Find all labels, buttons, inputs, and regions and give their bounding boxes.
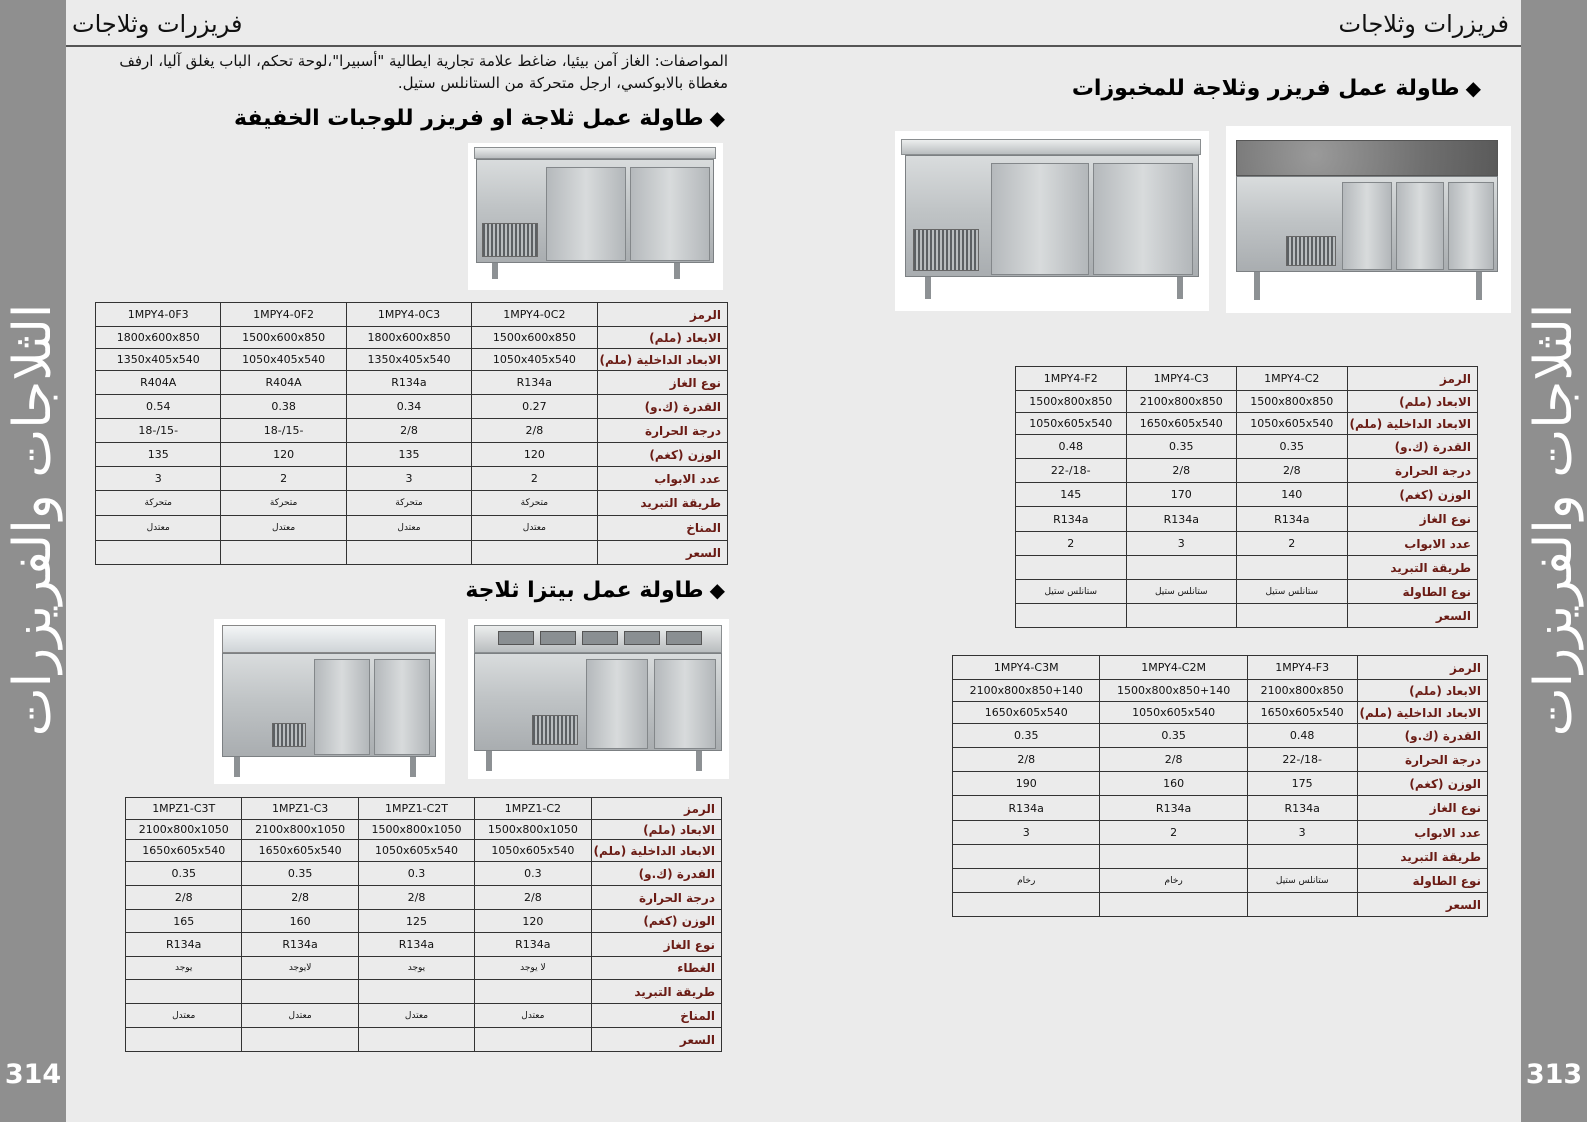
table-row [126, 980, 722, 1004]
table-cell: 1500x800x850 [1016, 391, 1127, 413]
row-label: الابعاد الداخلية (ملم) [597, 349, 727, 371]
diamond-bullet-icon: ◆ [709, 578, 725, 602]
table-cell: 2 [1100, 821, 1247, 845]
spec-table-pizza [125, 797, 722, 1052]
row-label: الابعاد الداخلية (ملم) [591, 840, 721, 862]
table-cell: معتدل [475, 1004, 591, 1028]
table-cell: 3 [96, 467, 221, 491]
table-cell: -18/-22 [1247, 748, 1357, 772]
table-cell: 2/8 [1237, 459, 1348, 483]
table-cell: 190 [953, 772, 1100, 796]
table-row [1016, 604, 1478, 628]
row-label: المناخ [591, 1004, 721, 1028]
table-cell: معتدل [126, 1004, 242, 1028]
table-cell: R134a [953, 796, 1100, 821]
row-label: المناخ [597, 516, 727, 541]
page-number-left: 314 [4, 1059, 62, 1090]
table-cell: 1MPY4-0C2 [472, 303, 597, 327]
row-label: الابعاد (ملم) [591, 820, 721, 840]
table-cell: 0.3 [475, 862, 591, 886]
table-row [96, 541, 728, 565]
table-cell: 175 [1247, 772, 1357, 796]
table-cell: 3 [1126, 532, 1237, 556]
table-cell: 1500x800x1050 [475, 820, 591, 840]
table-cell [1237, 604, 1348, 628]
table-cell [221, 541, 346, 565]
row-label: طريقة التبريد [1357, 845, 1487, 869]
row-label: طريقة التبريد [1347, 556, 1477, 580]
product-image-snack-counter [468, 143, 723, 290]
row-label: درجة الحرارة [1347, 459, 1477, 483]
table-cell [346, 541, 471, 565]
row-label: القدرة (ك.و) [597, 395, 727, 419]
table-cell [1100, 893, 1247, 917]
table-cell: 2/8 [1126, 459, 1237, 483]
product-image-bakery-stainless [895, 131, 1209, 311]
table-cell: 2/8 [1100, 748, 1247, 772]
table-cell: R134a [126, 933, 242, 957]
table-row [96, 395, 728, 419]
table-cell: 1050x605x540 [475, 840, 591, 862]
table-cell [126, 980, 242, 1004]
table-cell: 2100x800x850+140 [953, 680, 1100, 702]
table-cell: لايوجد [242, 957, 358, 980]
row-label: درجة الحرارة [591, 886, 721, 910]
table-cell: ستانلس ستيل [1237, 580, 1348, 604]
row-label: الرمز [591, 798, 721, 820]
table-cell: 1MPZ1-C3 [242, 798, 358, 820]
table-cell: 2100x800x850 [1247, 680, 1357, 702]
table-cell: 1MPY4-C2 [1237, 367, 1348, 391]
table-cell: 1500x600x850 [221, 327, 346, 349]
table-cell: متحركة [96, 491, 221, 516]
table-cell: 2 [221, 467, 346, 491]
table-row [126, 1004, 722, 1028]
table-cell: 0.38 [221, 395, 346, 419]
table-cell: 2/8 [126, 886, 242, 910]
row-label: الغطاء [591, 957, 721, 980]
table-cell: لا يوجد [475, 957, 591, 980]
table-cell: 120 [221, 443, 346, 467]
table-cell: معتدل [472, 516, 597, 541]
table-row [96, 516, 728, 541]
table-cell: R134a [472, 371, 597, 395]
table-cell: 120 [472, 443, 597, 467]
table-cell: 0.35 [1237, 435, 1348, 459]
table-cell: معتدل [221, 516, 346, 541]
table-cell: 135 [346, 443, 471, 467]
spec-table-snack [95, 302, 728, 565]
table-cell: 1500x600x850 [472, 327, 597, 349]
row-label: نوع الغاز [597, 371, 727, 395]
table-row [1016, 483, 1478, 507]
table-cell [472, 541, 597, 565]
table-cell: معتدل [96, 516, 221, 541]
table-cell: 0.35 [1100, 724, 1247, 748]
side-title-right: الثلاجات والفريزرات [1524, 303, 1584, 737]
table-row [953, 656, 1488, 680]
table-cell: 0.35 [126, 862, 242, 886]
table-cell: متحركة [346, 491, 471, 516]
row-label: الرمز [597, 303, 727, 327]
page-number-right: 313 [1525, 1059, 1583, 1090]
table-cell [242, 1028, 358, 1052]
table-cell: 2 [1016, 532, 1127, 556]
spec-table-bakery-1 [1015, 366, 1478, 628]
table-cell: ستانلس ستيل [1016, 580, 1127, 604]
right-side-bar [1521, 0, 1587, 1122]
row-label: طريقة التبريد [591, 980, 721, 1004]
table-cell: 1MPY4-0C3 [346, 303, 471, 327]
table-cell: 2/8 [953, 748, 1100, 772]
table-cell: 135 [96, 443, 221, 467]
table-cell: 1MPY4-0F3 [96, 303, 221, 327]
table-cell [475, 980, 591, 1004]
table-cell: 1650x605x540 [1126, 413, 1237, 435]
table-cell: 1MPZ1-C2T [358, 798, 474, 820]
row-label: الوزن (كغم) [1347, 483, 1477, 507]
product-image-pizza-counter [468, 619, 729, 779]
table-row [96, 443, 728, 467]
row-label: عدد الابواب [1357, 821, 1487, 845]
table-cell: 1050x605x540 [1237, 413, 1348, 435]
table-cell [1126, 604, 1237, 628]
table-cell [1247, 893, 1357, 917]
row-label: الرمز [1357, 656, 1487, 680]
table-row [96, 467, 728, 491]
table-cell: R134a [1237, 507, 1348, 532]
table-cell: R134a [1247, 796, 1357, 821]
table-cell: 2100x800x1050 [242, 820, 358, 840]
table-row [1016, 367, 1478, 391]
table-cell: ستانلس ستيل [1126, 580, 1237, 604]
table-cell: 2100x800x1050 [126, 820, 242, 840]
table-row [953, 869, 1488, 893]
table-cell: 1650x605x540 [1247, 702, 1357, 724]
table-cell: 1800x600x850 [346, 327, 471, 349]
row-label: الوزن (كغم) [597, 443, 727, 467]
table-cell: متحركة [472, 491, 597, 516]
table-cell [358, 980, 474, 1004]
table-cell: 0.35 [953, 724, 1100, 748]
table-cell: 1500x800x850+140 [1100, 680, 1247, 702]
table-cell: 0.35 [242, 862, 358, 886]
table-row [953, 772, 1488, 796]
table-cell: 160 [242, 910, 358, 933]
row-label: الوزن (كغم) [591, 910, 721, 933]
table-cell: 3 [953, 821, 1100, 845]
row-label: الابعاد (ملم) [597, 327, 727, 349]
table-cell: 3 [1247, 821, 1357, 845]
table-cell: 2/8 [358, 886, 474, 910]
table-row [1016, 556, 1478, 580]
table-cell [1237, 556, 1348, 580]
row-label: القدرة (ك.و) [591, 862, 721, 886]
table-row [1016, 459, 1478, 483]
table-cell: معتدل [358, 1004, 474, 1028]
table-cell: R134a [1016, 507, 1127, 532]
table-row [96, 327, 728, 349]
table-cell [475, 1028, 591, 1052]
table-cell: -18/-22 [1016, 459, 1127, 483]
table-cell: 1500x800x850 [1237, 391, 1348, 413]
product-image-bakery-granite [1226, 126, 1511, 313]
diamond-bullet-icon: ◆ [1465, 76, 1481, 100]
table-cell: 2/8 [475, 886, 591, 910]
table-row [1016, 391, 1478, 413]
table-cell: R134a [1126, 507, 1237, 532]
table-cell: R134a [346, 371, 471, 395]
table-cell: 1500x800x1050 [358, 820, 474, 840]
table-cell: 1050x605x540 [1100, 702, 1247, 724]
row-label: الابعاد الداخلية (ملم) [1357, 702, 1487, 724]
section-title-pizza: ◆طاولة عمل بيتزا ثلاجة [465, 578, 725, 603]
table-cell: 170 [1126, 483, 1237, 507]
table-cell: 1MPZ1-C3T [126, 798, 242, 820]
table-cell: R404A [221, 371, 346, 395]
table-cell: معتدل [242, 1004, 358, 1028]
left-side-bar [0, 0, 66, 1122]
table-cell: 1MPY4-0F2 [221, 303, 346, 327]
table-cell: R134a [475, 933, 591, 957]
table-cell: 1MPZ1-C2 [475, 798, 591, 820]
row-label: نوع الغاز [591, 933, 721, 957]
row-label: الابعاد (ملم) [1347, 391, 1477, 413]
table-row [96, 349, 728, 371]
table-cell: 140 [1237, 483, 1348, 507]
table-row [126, 1028, 722, 1052]
table-cell: 0.3 [358, 862, 474, 886]
table-cell [953, 845, 1100, 869]
table-cell: R134a [1100, 796, 1247, 821]
table-row [953, 724, 1488, 748]
table-row [953, 821, 1488, 845]
table-cell: 0.27 [472, 395, 597, 419]
table-cell: 160 [1100, 772, 1247, 796]
table-cell: 2/8 [346, 419, 471, 443]
row-label: طريقة التبريد [597, 491, 727, 516]
table-cell: ستانلس ستيل [1247, 869, 1357, 893]
table-cell: 2/8 [472, 419, 597, 443]
row-label: السعر [1357, 893, 1487, 917]
table-cell: 165 [126, 910, 242, 933]
table-cell: 2100x800x850 [1126, 391, 1237, 413]
row-label: نوع الغاز [1357, 796, 1487, 821]
table-cell: 145 [1016, 483, 1127, 507]
table-cell: 1050x405x540 [221, 349, 346, 371]
table-cell: 1050x605x540 [358, 840, 474, 862]
table-cell: -15/-18 [96, 419, 221, 443]
table-cell [1016, 604, 1127, 628]
row-label: الرمز [1347, 367, 1477, 391]
table-cell [953, 893, 1100, 917]
row-label: الوزن (كغم) [1357, 772, 1487, 796]
table-cell [358, 1028, 474, 1052]
table-cell [242, 980, 358, 1004]
row-label: درجة الحرارة [1357, 748, 1487, 772]
table-cell: 0.48 [1016, 435, 1127, 459]
section-title-snack: ◆طاولة عمل ثلاجة او فريزر للوجبات الخفيفة [234, 106, 725, 131]
row-label: الابعاد الداخلية (ملم) [1347, 413, 1477, 435]
row-label: القدرة (ك.و) [1357, 724, 1487, 748]
table-row [126, 910, 722, 933]
table-cell [1247, 845, 1357, 869]
table-cell: 1050x405x540 [472, 349, 597, 371]
row-label: القدرة (ك.و) [1347, 435, 1477, 459]
table-row [96, 371, 728, 395]
table-cell: -15/-18 [221, 419, 346, 443]
table-row [953, 702, 1488, 724]
diamond-bullet-icon: ◆ [709, 106, 725, 130]
table-row [1016, 435, 1478, 459]
table-cell: 1650x605x540 [953, 702, 1100, 724]
table-cell [126, 1028, 242, 1052]
table-cell: متحركة [221, 491, 346, 516]
table-cell: 1MPY4-F2 [1016, 367, 1127, 391]
row-label: عدد الابواب [597, 467, 727, 491]
table-cell: معتدل [346, 516, 471, 541]
row-label: السعر [591, 1028, 721, 1052]
table-row [126, 933, 722, 957]
row-label: نوع الطاولة [1357, 869, 1487, 893]
table-cell [1100, 845, 1247, 869]
table-row [953, 796, 1488, 821]
header-title-right: فريزرات وثلاجات [1338, 10, 1509, 38]
table-row [953, 680, 1488, 702]
table-cell [96, 541, 221, 565]
table-cell: 3 [346, 467, 471, 491]
table-row [126, 798, 722, 820]
table-row [126, 862, 722, 886]
table-row [1016, 413, 1478, 435]
table-row [96, 303, 728, 327]
side-title-left: الثلاجات والفريزرات [3, 303, 63, 737]
table-cell: 120 [475, 910, 591, 933]
table-cell: رخام [953, 869, 1100, 893]
spec-text: المواصفات: الغاز آمن بيئيا، ضاغط علامة تجارية ايطالية "أسبيرا"،لوحة تحكم، الباب يغلق آليا، ارفف مغطاة بالابوكسي، ارجل متحركة من الستانلس ستيل. [119, 52, 728, 92]
table-cell: 125 [358, 910, 474, 933]
table-row [126, 957, 722, 980]
table-cell: 1350x405x540 [346, 349, 471, 371]
table-cell: R134a [358, 933, 474, 957]
table-row [953, 845, 1488, 869]
table-cell: يوجد [358, 957, 474, 980]
table-cell: 1650x605x540 [126, 840, 242, 862]
table-cell: 2 [1237, 532, 1348, 556]
header-rule [66, 45, 1521, 47]
table-cell [1126, 556, 1237, 580]
table-cell: 1MPY4-F3 [1247, 656, 1357, 680]
table-cell: 1350x405x540 [96, 349, 221, 371]
table-cell: 2 [472, 467, 597, 491]
table-cell: 0.48 [1247, 724, 1357, 748]
product-image-pizza-counter-lid [214, 619, 445, 784]
row-label: نوع الطاولة [1347, 580, 1477, 604]
table-cell [1016, 556, 1127, 580]
row-label: عدد الابواب [1347, 532, 1477, 556]
table-cell: R404A [96, 371, 221, 395]
table-cell: 0.35 [1126, 435, 1237, 459]
spec-table-bakery-2 [952, 655, 1488, 917]
table-row [1016, 532, 1478, 556]
table-row [126, 820, 722, 840]
table-row [953, 893, 1488, 917]
table-cell: 1MPY4-C2M [1100, 656, 1247, 680]
table-cell: 1650x605x540 [242, 840, 358, 862]
table-row [1016, 507, 1478, 532]
table-row [126, 840, 722, 862]
table-cell: رخام [1100, 869, 1247, 893]
table-row [96, 491, 728, 516]
row-label: السعر [597, 541, 727, 565]
header-title-left: فريزرات وثلاجات [72, 10, 243, 38]
row-label: نوع الغاز [1347, 507, 1477, 532]
row-label: درجة الحرارة [597, 419, 727, 443]
table-row [953, 748, 1488, 772]
table-cell: يوجد [126, 957, 242, 980]
table-cell: 1MPY4-C3M [953, 656, 1100, 680]
table-row [96, 419, 728, 443]
table-cell: 1MPY4-C3 [1126, 367, 1237, 391]
table-row [126, 886, 722, 910]
table-cell: 0.54 [96, 395, 221, 419]
section-title-bakery: ◆طاولة عمل فريزر وثلاجة للمخبوزات [1071, 76, 1481, 101]
row-label: الابعاد (ملم) [1357, 680, 1487, 702]
table-cell: R134a [242, 933, 358, 957]
table-cell: 1800x600x850 [96, 327, 221, 349]
table-cell: 1050x605x540 [1016, 413, 1127, 435]
table-cell: 2/8 [242, 886, 358, 910]
table-row [1016, 580, 1478, 604]
table-cell: 0.34 [346, 395, 471, 419]
row-label: السعر [1347, 604, 1477, 628]
